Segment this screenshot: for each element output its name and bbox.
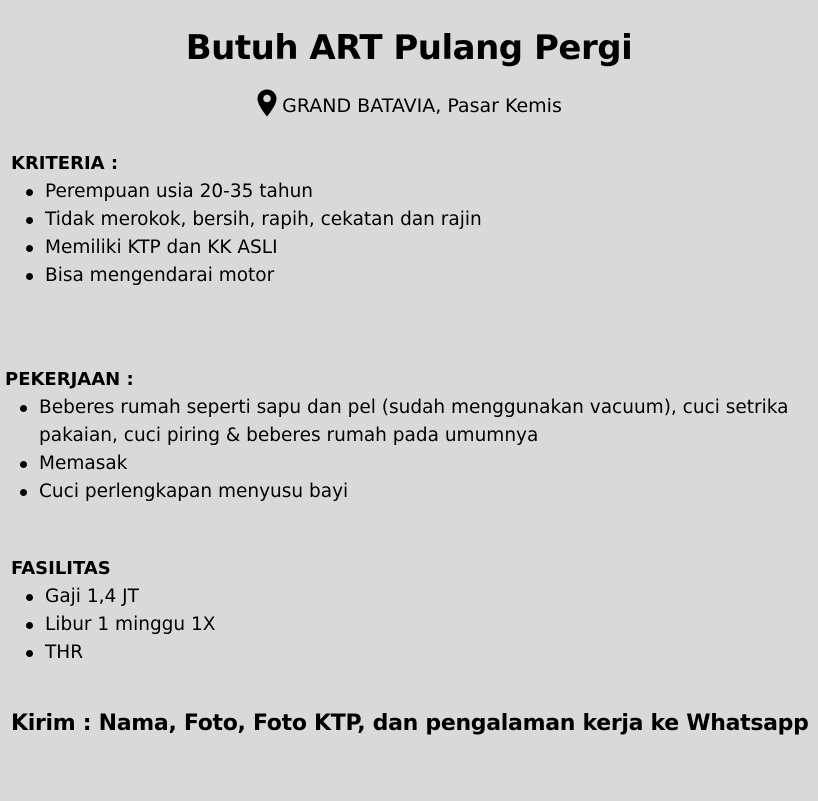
list-item: Memasak — [5, 450, 818, 478]
contact-instruction: Kirim : Nama, Foto, Foto KTP, dan pengalaman kerja ke Whatsapp — [11, 711, 809, 736]
pekerjaan-list — [5, 394, 818, 506]
pekerjaan-heading: PEKERJAAN : — [5, 369, 134, 390]
map-pin-icon — [256, 88, 278, 118]
fasilitas-list — [11, 583, 811, 667]
list-item: Cuci perlengkapan menyusu bayi — [5, 478, 818, 506]
list-item: Memiliki KTP dan KK ASLI — [11, 234, 811, 262]
list-item: Perempuan usia 20-35 tahun — [11, 178, 811, 206]
list-item: Beberes rumah seperti sapu dan pel (sudah menggunakan vacuum), cuci setrika pakaian, cuci piring & beberes rumah pada umumnya — [5, 394, 818, 450]
kriteria-heading: KRITERIA : — [11, 153, 119, 174]
fasilitas-heading: FASILITAS — [11, 558, 111, 579]
list-item: THR — [11, 639, 811, 667]
list-item: Gaji 1,4 JT — [11, 583, 811, 611]
kriteria-section — [11, 150, 811, 290]
fasilitas-section — [11, 555, 811, 667]
kriteria-list — [11, 178, 811, 290]
page-title: Butuh ART Pulang Pergi — [185, 28, 633, 68]
list-item: Libur 1 minggu 1X — [11, 611, 811, 639]
list-item: Bisa mengendarai motor — [11, 262, 811, 290]
location-line — [0, 88, 818, 122]
location-text: GRAND BATAVIA, Pasar Kemis — [282, 95, 562, 117]
list-item: Tidak merokok, bersih, rapih, cekatan dan rajin — [11, 206, 811, 234]
pekerjaan-section — [5, 366, 818, 506]
